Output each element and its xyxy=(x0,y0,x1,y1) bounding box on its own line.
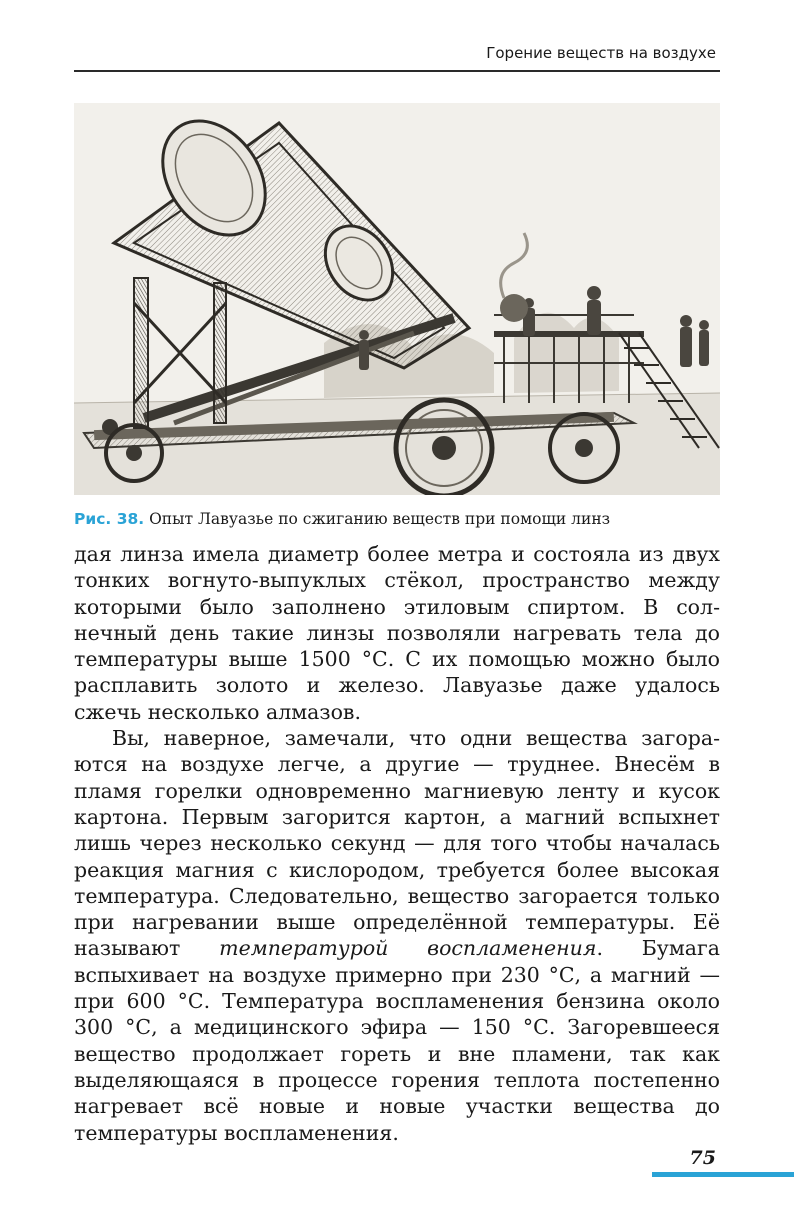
paragraph-2 xyxy=(74,725,720,1146)
paragraph-2-text-part-1: Вы, наверное, замечали, что одни вещества загораются на воздухе легче, а другие — труднее. Внесём в пламя горелки одновременно магниевую ленту и кусок картона. Первым загорится картон, а магний вспыхнет лишь через несколько секунд — для того чтобы началась реакция магния с кислородом, требуется более высокая температура. Следовательно, вещество загорается только при нагревании выше определённой температуры. Её называют xyxy=(74,726,720,961)
paragraph-2-text-part-2: . Бумага вспыхивает на воздухе примерно при 230 °С, а магний — при 600 °С. Температура воспламенения бензина около 300 °С, а медицинского эфира — 150 °С. Загоревшееся вещество продолжает гореть и вне пламени, так как выделяющаяся в процессе горения теплота постепенно нагревает всё новые и новые участки вещества до температуры воспламенения. xyxy=(74,936,720,1145)
figure-label: Рис. 38. xyxy=(74,510,145,528)
page-number: 75 xyxy=(689,1147,716,1169)
page-accent-bar xyxy=(652,1172,794,1177)
paragraph-1: дая линза имела диаметр более метра и состояла из двух тонких вогнуто-выпуклых стёкол, пространство между которыми было заполнено этиловым спиртом. В солнечный день такие линзы позволяли нагревать тела до температуры выше 1500 °С. С их помощью можно было расплавить золото и железо. Лавуазье даже удалось сжечь несколько алмазов. xyxy=(74,542,720,724)
term-ignition-temperature: температурой воспламенения xyxy=(219,936,597,961)
figure-caption xyxy=(74,510,734,528)
body-text xyxy=(74,541,720,1146)
figure-lavoisier-lens-apparatus xyxy=(74,103,720,495)
figure-caption-text: Опыт Лавуазье по сжиганию веществ при помощи линз xyxy=(144,510,611,528)
running-header: Горение веществ на воздухе xyxy=(486,44,716,62)
header-rule xyxy=(74,70,720,72)
engraving-illustration xyxy=(74,103,720,495)
